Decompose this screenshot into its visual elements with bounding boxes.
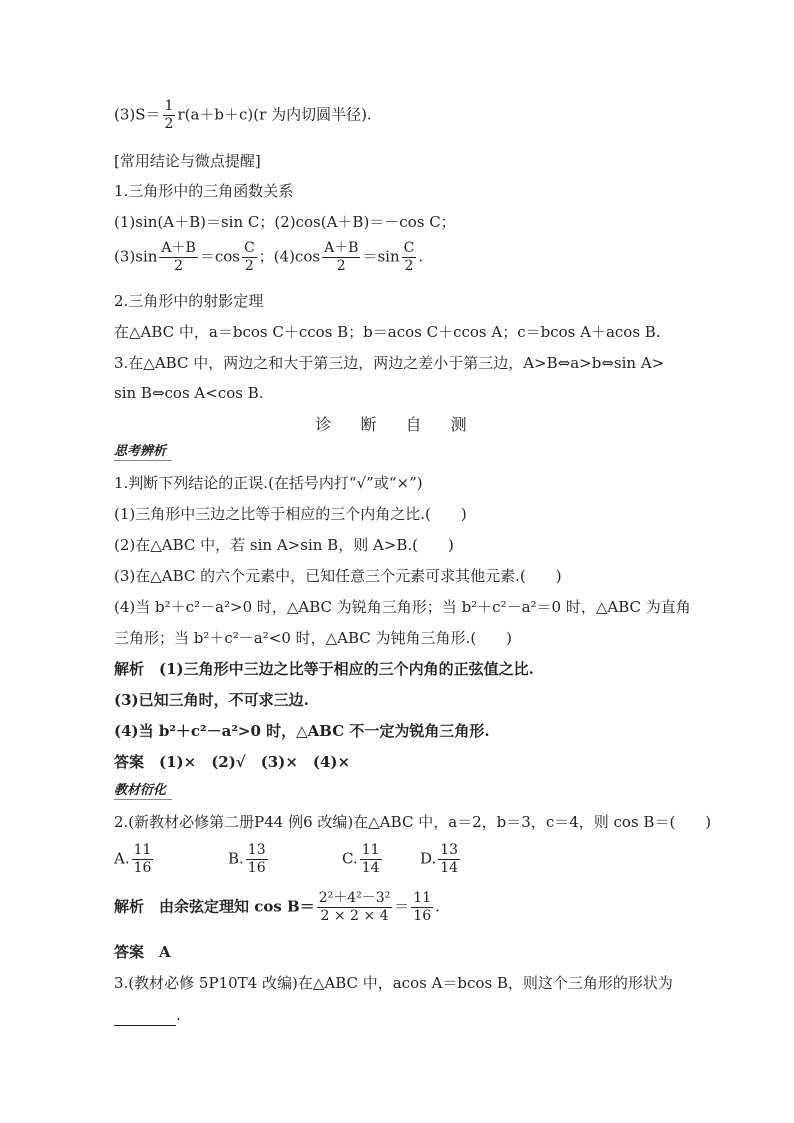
- q3-line-1: 3.(教材必修 5P10T4 改编)在△ABC 中，acos A＝bcos B，则这个三角形的形状为: [114, 974, 673, 992]
- q1-analysis: (4)当 b²＋c²－a²>0 时，△ABC 不一定为锐角三角形.: [114, 722, 490, 740]
- frac-den: 2: [174, 258, 184, 274]
- q2-options: [114, 842, 462, 877]
- q1-item: (1)三角形中三边之比等于相应的三个内角之比.( ): [114, 505, 467, 523]
- fraction: [322, 240, 360, 275]
- option-label: D.: [420, 849, 437, 868]
- frac-den: 2: [336, 258, 346, 274]
- period: .: [435, 897, 440, 916]
- frac-num: 11: [413, 890, 432, 906]
- option-b: [228, 842, 342, 877]
- frac-den: 16: [413, 908, 432, 924]
- conclusion-2-body: 在△ABC 中，a＝bcos C＋ccos B；b＝acos C＋ccos A；c＝bcos A＋acos B.: [114, 323, 661, 341]
- q2-analysis: [114, 890, 440, 925]
- fraction: [132, 842, 154, 877]
- fraction: [159, 240, 197, 275]
- subsection-label-2: 教材衍化: [114, 783, 172, 800]
- q1-analysis: 解析 (1)三角形中三边之比等于相应的三个内角的正弦值之比.: [114, 660, 534, 678]
- frac-den: 2: [404, 258, 414, 274]
- frac-num: C: [403, 240, 415, 256]
- text-part: ；(4)cos: [258, 247, 321, 266]
- q3-line-2: [114, 1004, 181, 1026]
- option-label: A.: [114, 849, 130, 868]
- conclusion-1-title: 1.三角形中的三角函数关系: [114, 182, 294, 200]
- option-label: B.: [228, 849, 244, 868]
- q1-answer: 答案 (1)× (2)√ (3)× (4)×: [114, 753, 351, 771]
- text-part: (3)sin: [114, 247, 158, 266]
- conclusion-3-line-1: 3.在△ABC 中，两边之和大于第三边，两边之差小于第三边，A>B⇔a>b⇔sin A>: [114, 354, 665, 372]
- option-c: [342, 842, 420, 877]
- frac-num: 2²＋4²－3²: [318, 890, 391, 906]
- formula-s-post: r(a＋b＋c)(r 为内切圆半径).: [177, 105, 372, 124]
- conclusion-3-line-2: sin B⇔cos A<cos B.: [114, 384, 264, 402]
- text-part: .: [418, 247, 424, 266]
- tips-title: [常用结论与微点提醒]: [114, 152, 261, 170]
- frac-den: 2 × 2 × 4: [320, 908, 389, 924]
- q1-item: (3)在△ABC 的六个元素中，已知任意三个元素可求其他元素.( ): [114, 567, 562, 585]
- text-part: ＝cos: [199, 247, 240, 266]
- frac-num: 11: [361, 842, 380, 858]
- frac-den: 2: [244, 258, 254, 274]
- fraction: [360, 842, 382, 877]
- conclusion-2-title: 2.三角形中的射影定理: [114, 292, 264, 310]
- frac-den: 16: [133, 860, 152, 876]
- conclusion-1-line-1: (1)sin(A＋B)＝sin C；(2)cos(A＋B)＝－cos C；: [114, 213, 456, 231]
- frac-num: C: [243, 240, 255, 256]
- frac-num: 1: [164, 98, 174, 114]
- analysis-text: 解析 由余弦定理知 cos B＝: [114, 897, 315, 916]
- q1-item: (2)在△ABC 中，若 sin A>sin B，则 A>B.( ): [114, 536, 454, 554]
- q2-title: 2.(新教材必修第二册P44 例6 改编)在△ABC 中，a＝2，b＝3，c＝4，则 cos B＝( ): [114, 813, 712, 831]
- equals: ＝: [394, 897, 410, 916]
- q1-item: 三角形；当 b²＋c²－a²<0 时，△ABC 为钝角三角形.( ): [114, 629, 513, 647]
- frac-num: A＋B: [324, 240, 359, 256]
- period: .: [176, 1006, 181, 1024]
- frac-den: 14: [361, 860, 380, 876]
- frac-den: 2: [164, 116, 174, 132]
- subsection-label-1: 思考辨析: [114, 444, 172, 461]
- fraction: [402, 240, 417, 275]
- conclusion-1-line-2: [114, 240, 423, 275]
- frac-num: 13: [247, 842, 266, 858]
- fraction: [438, 842, 460, 877]
- fraction-half: [163, 98, 176, 133]
- answer-blank[interactable]: [114, 1011, 176, 1026]
- frac-num: 11: [133, 842, 152, 858]
- frac-num: 13: [440, 842, 459, 858]
- fraction: [317, 890, 393, 925]
- section-heading: 诊 断 自 测: [315, 415, 479, 434]
- q1-item: (4)当 b²＋c²－a²>0 时，△ABC 为锐角三角形；当 b²＋c²－a²＝0 时，△ABC 为直角: [114, 598, 691, 616]
- option-label: C.: [342, 849, 358, 868]
- frac-den: 16: [247, 860, 266, 876]
- fraction: [242, 240, 257, 275]
- option-a: [114, 842, 228, 877]
- q1-analysis: (3)已知三角时，不可求三边.: [114, 691, 309, 709]
- q2-answer: 答案 A: [114, 943, 171, 961]
- text-part: ＝sin: [362, 247, 400, 266]
- frac-num: A＋B: [161, 240, 196, 256]
- option-d: [420, 842, 462, 877]
- formula-s-line: [114, 98, 372, 133]
- fraction: [246, 842, 268, 877]
- fraction: [411, 890, 433, 925]
- q1-title: 1.判断下列结论的正误.(在括号内打“√”或“×”): [114, 474, 423, 492]
- frac-den: 14: [440, 860, 459, 876]
- formula-s-pre: (3)S＝: [114, 105, 161, 124]
